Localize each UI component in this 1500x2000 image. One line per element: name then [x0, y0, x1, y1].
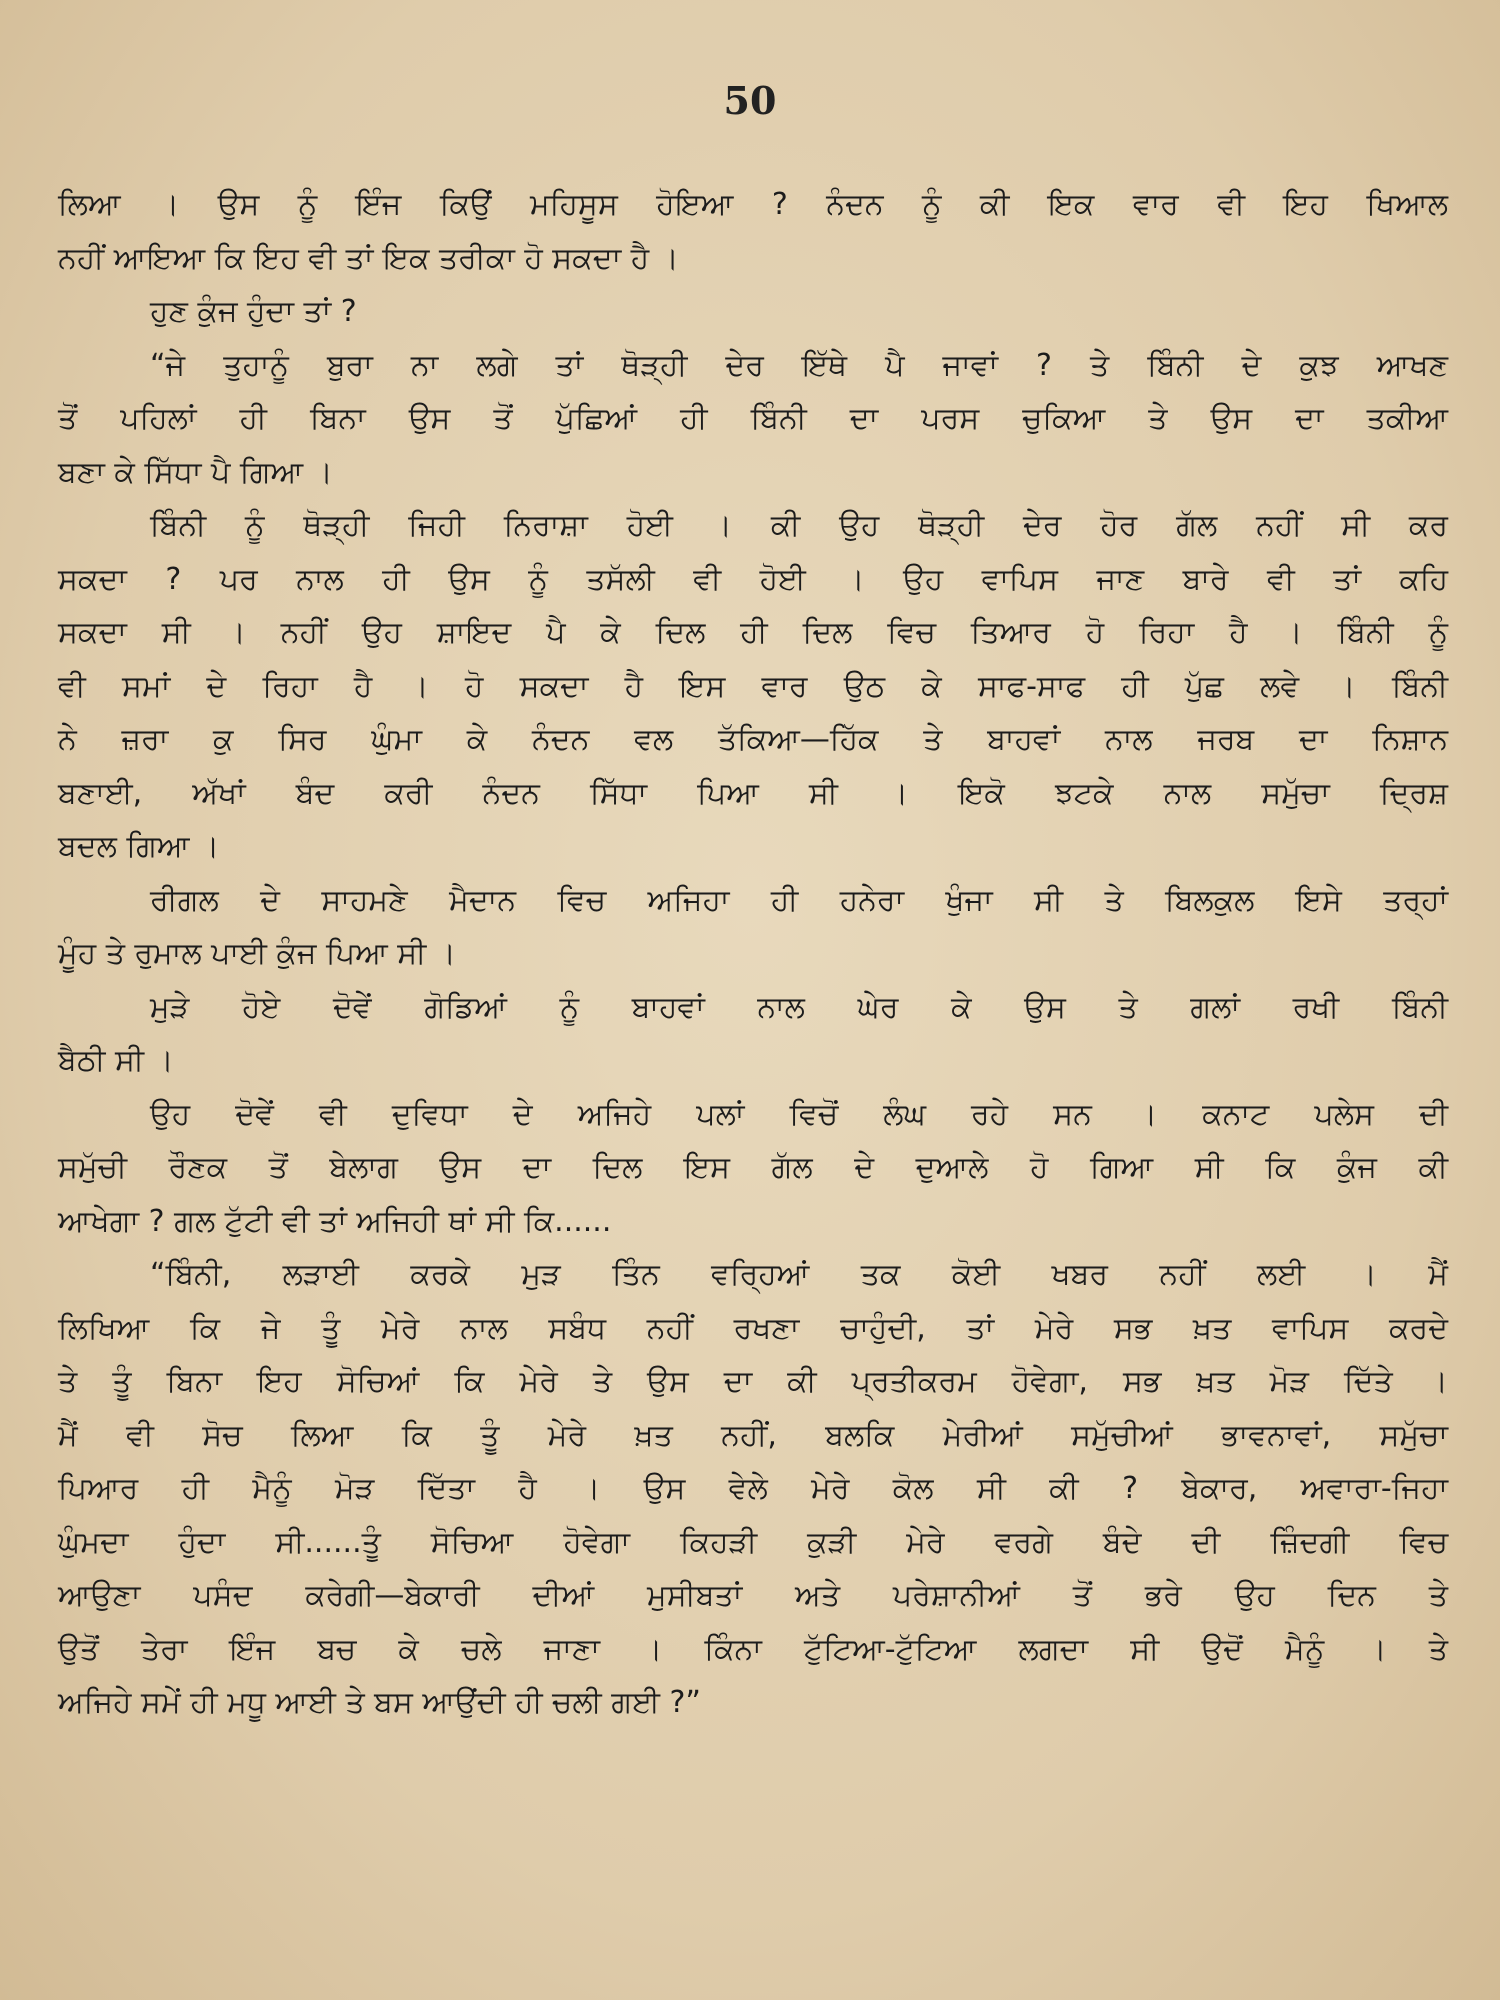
text-line: ਘੁੰਮਦਾ ਹੁੰਦਾ ਸੀ......ਤੂੰ ਸੋਚਿਆ ਹੋਵੇਗਾ ਕਿਹੜੀ ਕੁੜੀ ਮੇਰੇ ਵਰਗੇ ਬੰਦੇ ਦੀ ਜ਼ਿੰਦਗੀ ਵਿਚ	[58, 1524, 1448, 1560]
page-number: 50	[723, 78, 777, 123]
text-line: ਸਕਦਾ ? ਪਰ ਨਾਲ ਹੀ ਉਸ ਨੂੰ ਤਸੱਲੀ ਵੀ ਹੋਈ । ਉਹ ਵਾਪਿਸ ਜਾਣ ਬਾਰੇ ਵੀ ਤਾਂ ਕਹਿ	[58, 561, 1448, 597]
text-line: ਤੇ ਤੂੰ ਬਿਨਾ ਇਹ ਸੋਚਿਆਂ ਕਿ ਮੇਰੇ ਤੇ ਉਸ ਦਾ ਕੀ ਪ੍ਰਤੀਕਰਮ ਹੋਵੇਗਾ, ਸਭ ਖ਼ਤ ਮੋੜ ਦਿੱਤੇ ।	[58, 1364, 1448, 1399]
text-line: ਬੈਠੀ ਸੀ ।	[58, 1043, 174, 1078]
text-line: ਲਿਆ । ਉਸ ਨੂੰ ਇੰਜ ਕਿਉਂ ਮਹਿਸੂਸ ਹੋਇਆ ? ਨੰਦਨ ਨੂੰ ਕੀ ਇਕ ਵਾਰ ਵੀ ਇਹ ਖਿਆਲ	[58, 187, 1448, 222]
body-text	[58, 178, 1448, 1730]
text-line: ਉਹ ਦੋਵੇਂ ਵੀ ਦੁਵਿਧਾ ਦੇ ਅਜਿਹੇ ਪਲਾਂ ਵਿਚੋਂ ਲੰਘ ਰਹੇ ਸਨ । ਕਨਾਟ ਪਲੇਸ ਦੀ	[150, 1096, 1448, 1132]
text-line: ਲਿਖਿਆ ਕਿ ਜੇ ਤੂੰ ਮੇਰੇ ਨਾਲ ਸਬੰਧ ਨਹੀਂ ਰਖਣਾ ਚਾਹੁੰਦੀ, ਤਾਂ ਮੇਰੇ ਸਭ ਖ਼ਤ ਵਾਪਿਸ ਕਰਦੇ	[58, 1310, 1448, 1346]
text-line: ਤੋਂ ਪਹਿਲਾਂ ਹੀ ਬਿਨਾ ਉਸ ਤੋਂ ਪੁੱਛਿਆਂ ਹੀ ਬਿੰਨੀ ਦਾ ਪਰਸ ਚੁਕਿਆ ਤੇ ਉਸ ਦਾ ਤਕੀਆ	[58, 401, 1448, 436]
text-line: ਅਜਿਹੇ ਸਮੇਂ ਹੀ ਮਧੂ ਆਈ ਤੇ ਬਸ ਆਉਂਦੀ ਹੀ ਚਲੀ ਗਈ ?”	[58, 1685, 701, 1720]
text-line: ਮੈਂ ਵੀ ਸੋਚ ਲਿਆ ਕਿ ਤੂੰ ਮੇਰੇ ਖ਼ਤ ਨਹੀਂ, ਬਲਕਿ ਮੇਰੀਆਂ ਸਮੁੱਚੀਆਂ ਭਾਵਨਾਵਾਂ, ਸਮੁੱਚਾ	[58, 1417, 1448, 1453]
text-line: ਸਕਦਾ ਸੀ । ਨਹੀਂ ਉਹ ਸ਼ਾਇਦ ਪੈ ਕੇ ਦਿਲ ਹੀ ਦਿਲ ਵਿਚ ਤਿਆਰ ਹੋ ਰਿਹਾ ਹੈ । ਬਿੰਨੀ ਨੂੰ	[58, 615, 1448, 650]
text-line: ਹੁਣ ਕੁੰਜ ਹੁੰਦਾ ਤਾਂ ?	[150, 294, 357, 329]
text-line: ਬਿੰਨੀ ਨੂੰ ਥੋੜ੍ਹੀ ਜਿਹੀ ਨਿਰਾਸ਼ਾ ਹੋਈ । ਕੀ ਉਹ ਥੋੜ੍ਹੀ ਦੇਰ ਹੋਰ ਗੱਲ ਨਹੀਂ ਸੀ ਕਰ	[150, 508, 1448, 543]
text-line: ਪਿਆਰ ਹੀ ਮੈਨੂੰ ਮੋੜ ਦਿੱਤਾ ਹੈ । ਉਸ ਵੇਲੇ ਮੇਰੇ ਕੋਲ ਸੀ ਕੀ ? ਬੇਕਾਰ, ਅਵਾਰਾ-ਜਿਹਾ	[58, 1471, 1448, 1506]
text-line: “ਬਿੰਨੀ, ਲੜਾਈ ਕਰਕੇ ਮੁੜ ਤਿੰਨ ਵਰ੍ਹਿਆਂ ਤਕ ਕੋਈ ਖਬਰ ਨਹੀਂ ਲਈ । ਮੈਂ	[150, 1257, 1448, 1292]
text-line: “ਜੇ ਤੁਹਾਨੂੰ ਬੁਰਾ ਨਾ ਲਗੇ ਤਾਂ ਥੋੜ੍ਹੀ ਦੇਰ ਇੱਥੇ ਪੈ ਜਾਵਾਂ ? ਤੇ ਬਿੰਨੀ ਦੇ ਕੁਝ ਆਖਣ	[150, 347, 1448, 383]
text-line: ਨੇ ਜ਼ਰਾ ਕੁ ਸਿਰ ਘੁੰਮਾ ਕੇ ਨੰਦਨ ਵਲ ਤੱਕਿਆ—ਹਿੱਕ ਤੇ ਬਾਹਵਾਂ ਨਾਲ ਜਰਬ ਦਾ ਨਿਸ਼ਾਨ	[58, 722, 1448, 757]
text-line: ਬਣਾ ਕੇ ਸਿੱਧਾ ਪੈ ਗਿਆ ।	[58, 454, 333, 490]
text-line: ਵੀ ਸਮਾਂ ਦੇ ਰਿਹਾ ਹੈ । ਹੋ ਸਕਦਾ ਹੈ ਇਸ ਵਾਰ ਉਠ ਕੇ ਸਾਫ-ਸਾਫ ਹੀ ਪੁੱਛ ਲਵੇ । ਬਿੰਨੀ	[58, 668, 1448, 704]
text-line: ਸਮੁੱਚੀ ਰੌਣਕ ਤੋਂ ਬੇਲਾਗ ਉਸ ਦਾ ਦਿਲ ਇਸ ਗੱਲ ਦੇ ਦੁਆਲੇ ਹੋ ਗਿਆ ਸੀ ਕਿ ਕੁੰਜ ਕੀ	[58, 1150, 1448, 1185]
text-line: ਬਦਲ ਗਿਆ ।	[58, 829, 220, 864]
text-line: ਬਣਾਈ, ਅੱਖਾਂ ਬੰਦ ਕਰੀ ਨੰਦਨ ਸਿੱਧਾ ਪਿਆ ਸੀ । ਇਕੋ ਝਟਕੇ ਨਾਲ ਸਮੁੱਚਾ ਦ੍ਰਿਸ਼	[58, 775, 1448, 811]
text-line: ਰੀਗਲ ਦੇ ਸਾਹਮਣੇ ਮੈਦਾਨ ਵਿਚ ਅਜਿਹਾ ਹੀ ਹਨੇਰਾ ਖੁੰਜਾ ਸੀ ਤੇ ਬਿਲਕੁਲ ਇਸੇ ਤਰ੍ਹਾਂ	[150, 882, 1448, 918]
text-line: ਉਤੋਂ ਤੇਰਾ ਇੰਜ ਬਚ ਕੇ ਚਲੇ ਜਾਣਾ । ਕਿੰਨਾ ਟੁੱਟਿਆ-ਟੁੱਟਿਆ ਲਗਦਾ ਸੀ ਉਦੋਂ ਮੈਨੂੰ । ਤੇ	[58, 1631, 1448, 1667]
text-line: ਆਉਣਾ ਪਸੰਦ ਕਰੇਗੀ—ਬੇਕਾਰੀ ਦੀਆਂ ਮੁਸੀਬਤਾਂ ਅਤੇ ਪਰੇਸ਼ਾਨੀਆਂ ਤੋਂ ਭਰੇ ਉਹ ਦਿਨ ਤੇ	[58, 1578, 1448, 1613]
text-line: ਨਹੀਂ ਆਇਆ ਕਿ ਇਹ ਵੀ ਤਾਂ ਇਕ ਤਰੀਕਾ ਹੋ ਸਕਦਾ ਹੈ ।	[58, 240, 679, 276]
text-line: ਮੁੜੇ ਹੋਏ ਦੋਵੇਂ ਗੋਡਿਆਂ ਨੂੰ ਬਾਹਵਾਂ ਨਾਲ ਘੇਰ ਕੇ ਉਸ ਤੇ ਗਲਾਂ ਰਖੀ ਬਿੰਨੀ	[150, 989, 1448, 1025]
text-line: ਆਖੇਗਾ ? ਗਲ ਟੁੱਟੀ ਵੀ ਤਾਂ ਅਜਿਹੀ ਥਾਂ ਸੀ ਕਿ......	[58, 1203, 612, 1239]
text-line: ਮੂੰਹ ਤੇ ਰੁਮਾਲ ਪਾਈ ਕੁੰਜ ਪਿਆ ਸੀ ।	[58, 936, 457, 971]
